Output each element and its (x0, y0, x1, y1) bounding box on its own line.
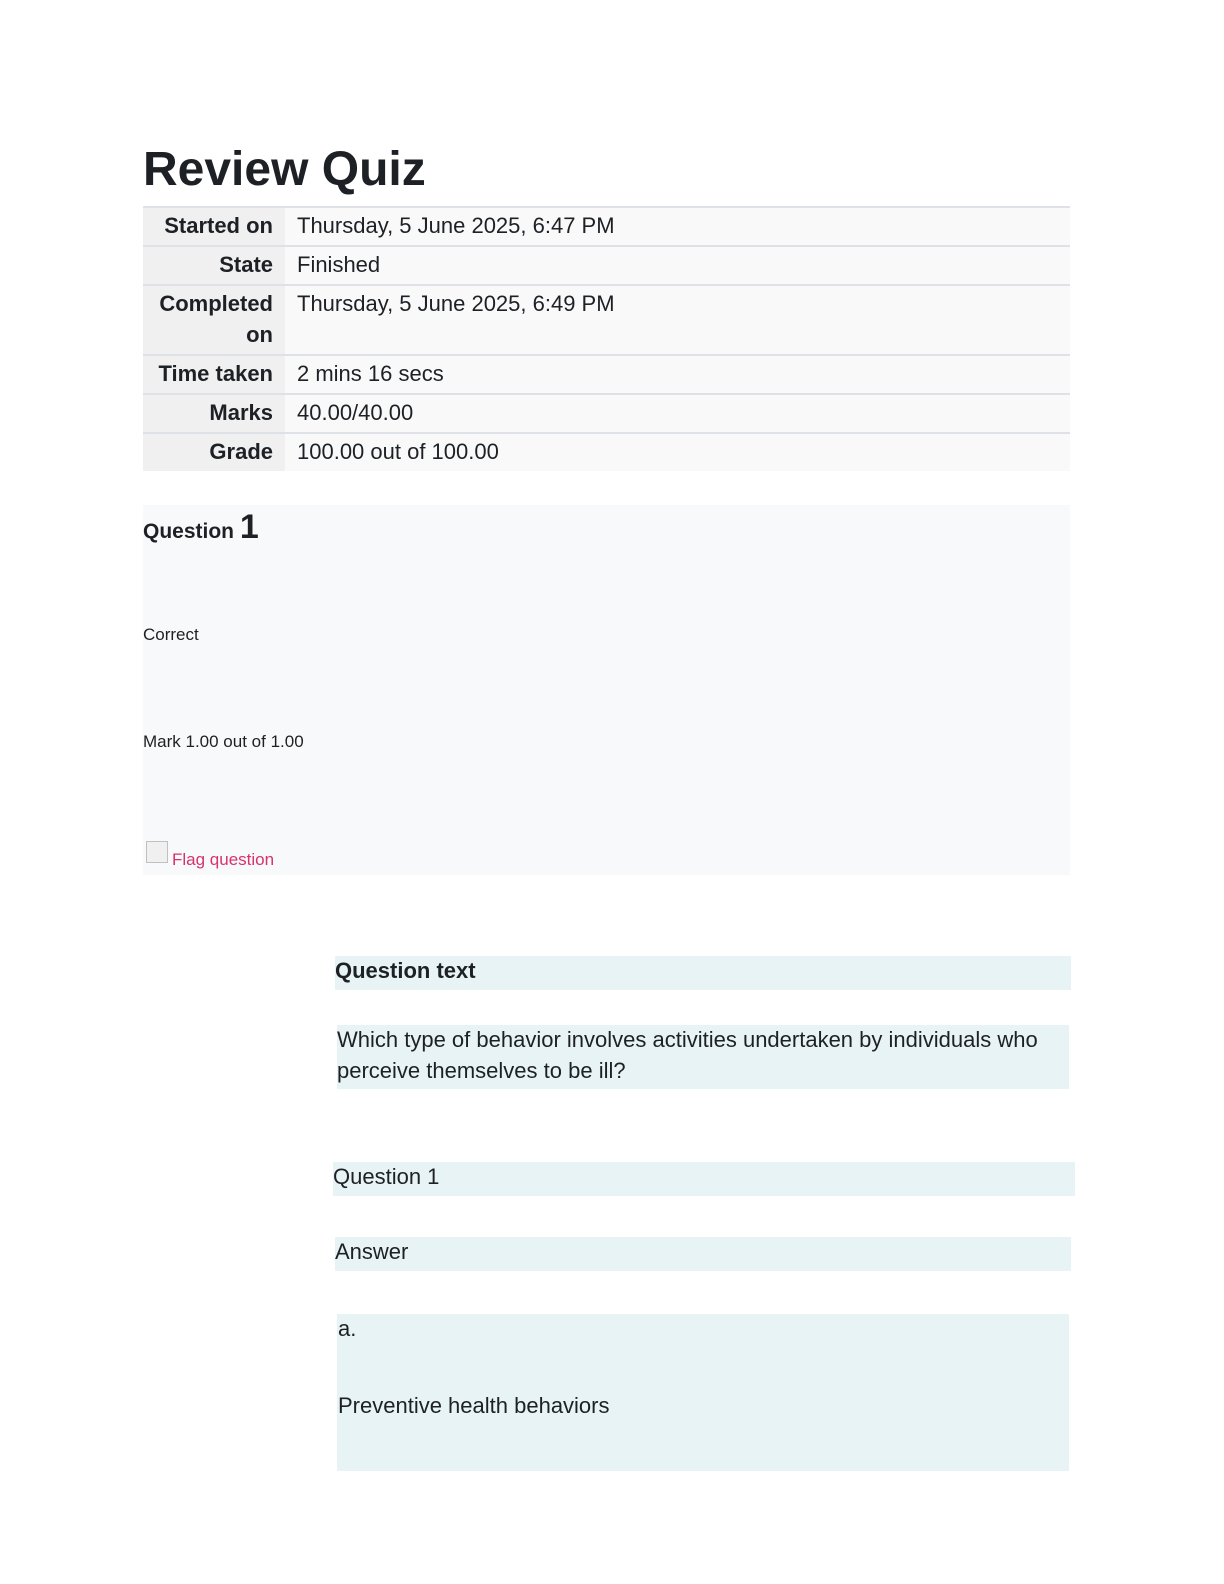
question-label: Question (143, 520, 235, 543)
question-state: Correct (143, 625, 199, 644)
flag-question-link[interactable]: Flag question (172, 850, 275, 869)
summary-label: Marks (143, 394, 285, 433)
question-grade: Mark 1.00 out of 1.00 (143, 732, 304, 751)
summary-value: 100.00 out of 100.00 (285, 433, 1070, 471)
summary-row-marks (143, 394, 1070, 433)
question-text-heading: Question text (335, 958, 476, 983)
summary-value: 2 mins 16 secs (285, 355, 1070, 394)
summary-row-time-taken (143, 355, 1070, 394)
answer-option-text: Preventive health behaviors (338, 1393, 610, 1418)
question-number: 1 (239, 508, 259, 546)
question-group-label: Question 1 (333, 1164, 440, 1189)
summary-label: State (143, 246, 285, 285)
summary-row-completed (143, 285, 1070, 355)
summary-label: Time taken (143, 355, 285, 394)
question-text: Which type of behavior involves activities undertaken by individuals who perceive themselves to be ill? (337, 1027, 1038, 1083)
answer-label: Answer (335, 1239, 409, 1264)
answer-heading-band (335, 1237, 1071, 1271)
question-heading (143, 507, 259, 552)
summary-value: Finished (285, 246, 1070, 285)
summary-value: Thursday, 5 June 2025, 6:49 PM (285, 285, 1070, 355)
summary-row-started (143, 207, 1070, 246)
flag-question-checkbox[interactable] (146, 841, 168, 863)
answer-option-letter: a. (338, 1316, 357, 1341)
summary-value: Thursday, 5 June 2025, 6:47 PM (285, 207, 1070, 246)
summary-value: 40.00/40.00 (285, 394, 1070, 433)
summary-label: Grade (143, 433, 285, 471)
summary-label: Completed on (143, 285, 285, 355)
summary-row-grade (143, 433, 1070, 471)
summary-row-state (143, 246, 1070, 285)
question-info-panel (143, 505, 1070, 875)
summary-label: Started on (143, 207, 285, 246)
quiz-summary-table (143, 206, 1070, 471)
page-title: Review Quiz (143, 143, 426, 196)
question-group-band (333, 1162, 1075, 1196)
